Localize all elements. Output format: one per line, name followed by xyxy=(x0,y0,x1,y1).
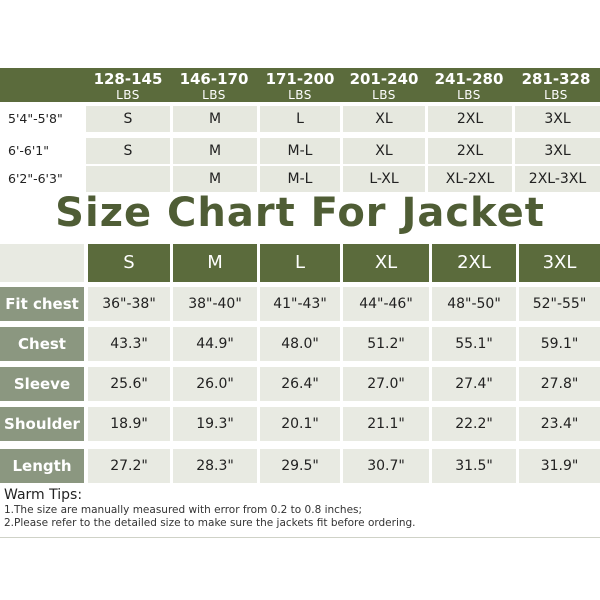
size-cell: S xyxy=(86,138,170,164)
measure-cell: 29.5" xyxy=(260,449,340,483)
measure-cell: 25.6" xyxy=(88,367,170,401)
weight-unit: LBS xyxy=(372,88,396,102)
measure-cell: 43.3" xyxy=(88,327,170,361)
table-row xyxy=(0,106,600,134)
measure-cell: 30.7" xyxy=(343,449,429,483)
measure-cell: 22.2" xyxy=(432,407,516,441)
weight-range: 241-280 xyxy=(434,70,504,88)
measure-cell: 19.3" xyxy=(173,407,257,441)
measure-cell: 21.1" xyxy=(343,407,429,441)
size-header: L xyxy=(260,244,340,282)
weight-unit: LBS xyxy=(202,88,226,102)
row-label-fit-chest: Fit chest xyxy=(0,287,84,321)
size-cell: L xyxy=(260,106,340,132)
size-cell: XL-2XL xyxy=(428,166,512,192)
size-cell: M-L xyxy=(260,166,340,192)
row-label-shoulder: Shoulder xyxy=(0,407,84,441)
measure-cell: 55.1" xyxy=(432,327,516,361)
row-label-length: Length xyxy=(0,449,84,483)
height-label: 6'-6'1" xyxy=(8,143,49,158)
measure-cell: 28.3" xyxy=(173,449,257,483)
measure-cell: 44"-46" xyxy=(343,287,429,321)
size-cell: 3XL xyxy=(515,106,600,132)
tips-title: Warm Tips: xyxy=(4,487,83,503)
size-cell: 3XL xyxy=(515,138,600,164)
measure-cell: 59.1" xyxy=(519,327,600,361)
height-label: 5'4"-5'8" xyxy=(8,111,63,126)
table-row xyxy=(0,138,600,166)
height-label: 6'2"-6'3" xyxy=(8,171,63,186)
tip-line: 2.Please refer to the detailed size to make sure the jackets fit before ordering. xyxy=(4,517,416,529)
weight-range-header xyxy=(512,70,600,101)
page-title: Size Chart For Jacket xyxy=(55,190,545,236)
size-cell: M xyxy=(173,138,257,164)
table-corner xyxy=(0,244,84,282)
measure-cell: 27.4" xyxy=(432,367,516,401)
measure-cell: 31.9" xyxy=(519,449,600,483)
measure-cell: 36"-38" xyxy=(88,287,170,321)
measure-cell: 48.0" xyxy=(260,327,340,361)
size-cell: L-XL xyxy=(343,166,425,192)
size-header: M xyxy=(173,244,257,282)
measure-cell: 48"-50" xyxy=(432,287,516,321)
weight-range: 128-145 xyxy=(93,70,163,88)
tip-line: 1.The size are manually measured with error from 0.2 to 0.8 inches; xyxy=(4,504,363,516)
size-cell: S xyxy=(86,106,170,132)
row-label-sleeve: Sleeve xyxy=(0,367,84,401)
measure-cell: 38"-40" xyxy=(173,287,257,321)
measure-cell: 20.1" xyxy=(260,407,340,441)
weight-range-header xyxy=(84,70,172,101)
weight-unit: LBS xyxy=(544,88,568,102)
measure-cell: 27.0" xyxy=(343,367,429,401)
measure-cell: 41"-43" xyxy=(260,287,340,321)
measure-cell: 31.5" xyxy=(432,449,516,483)
size-header: S xyxy=(88,244,170,282)
weight-unit: LBS xyxy=(288,88,312,102)
weight-range: 201-240 xyxy=(349,70,419,88)
measure-cell: 18.9" xyxy=(88,407,170,441)
size-cell: XL xyxy=(343,106,425,132)
size-cell: 2XL xyxy=(428,138,512,164)
size-cell: XL xyxy=(343,138,425,164)
size-header: 2XL xyxy=(432,244,516,282)
weight-range-header xyxy=(256,70,344,101)
weight-range-header xyxy=(170,70,258,101)
size-cell xyxy=(86,166,170,192)
measure-cell: 51.2" xyxy=(343,327,429,361)
measure-cell: 23.4" xyxy=(519,407,600,441)
weight-unit: LBS xyxy=(116,88,140,102)
measure-cell: 27.8" xyxy=(519,367,600,401)
weight-range: 146-170 xyxy=(179,70,249,88)
size-cell: M xyxy=(173,106,257,132)
divider xyxy=(0,537,600,538)
weight-range-header xyxy=(425,70,513,101)
measure-cell: 26.0" xyxy=(173,367,257,401)
measure-cell: 44.9" xyxy=(173,327,257,361)
size-header: XL xyxy=(343,244,429,282)
row-label-chest: Chest xyxy=(0,327,84,361)
size-cell: 2XL-3XL xyxy=(515,166,600,192)
weight-range: 281-328 xyxy=(521,70,591,88)
warm-tips xyxy=(4,487,596,530)
measure-cell: 27.2" xyxy=(88,449,170,483)
size-cell: M xyxy=(173,166,257,192)
measure-cell: 52"-55" xyxy=(519,287,600,321)
size-cell: 2XL xyxy=(428,106,512,132)
weight-range: 171-200 xyxy=(265,70,335,88)
size-cell: M-L xyxy=(260,138,340,164)
size-header: 3XL xyxy=(519,244,600,282)
measure-cell: 26.4" xyxy=(260,367,340,401)
weight-unit: LBS xyxy=(457,88,481,102)
weight-range-header xyxy=(340,70,428,101)
